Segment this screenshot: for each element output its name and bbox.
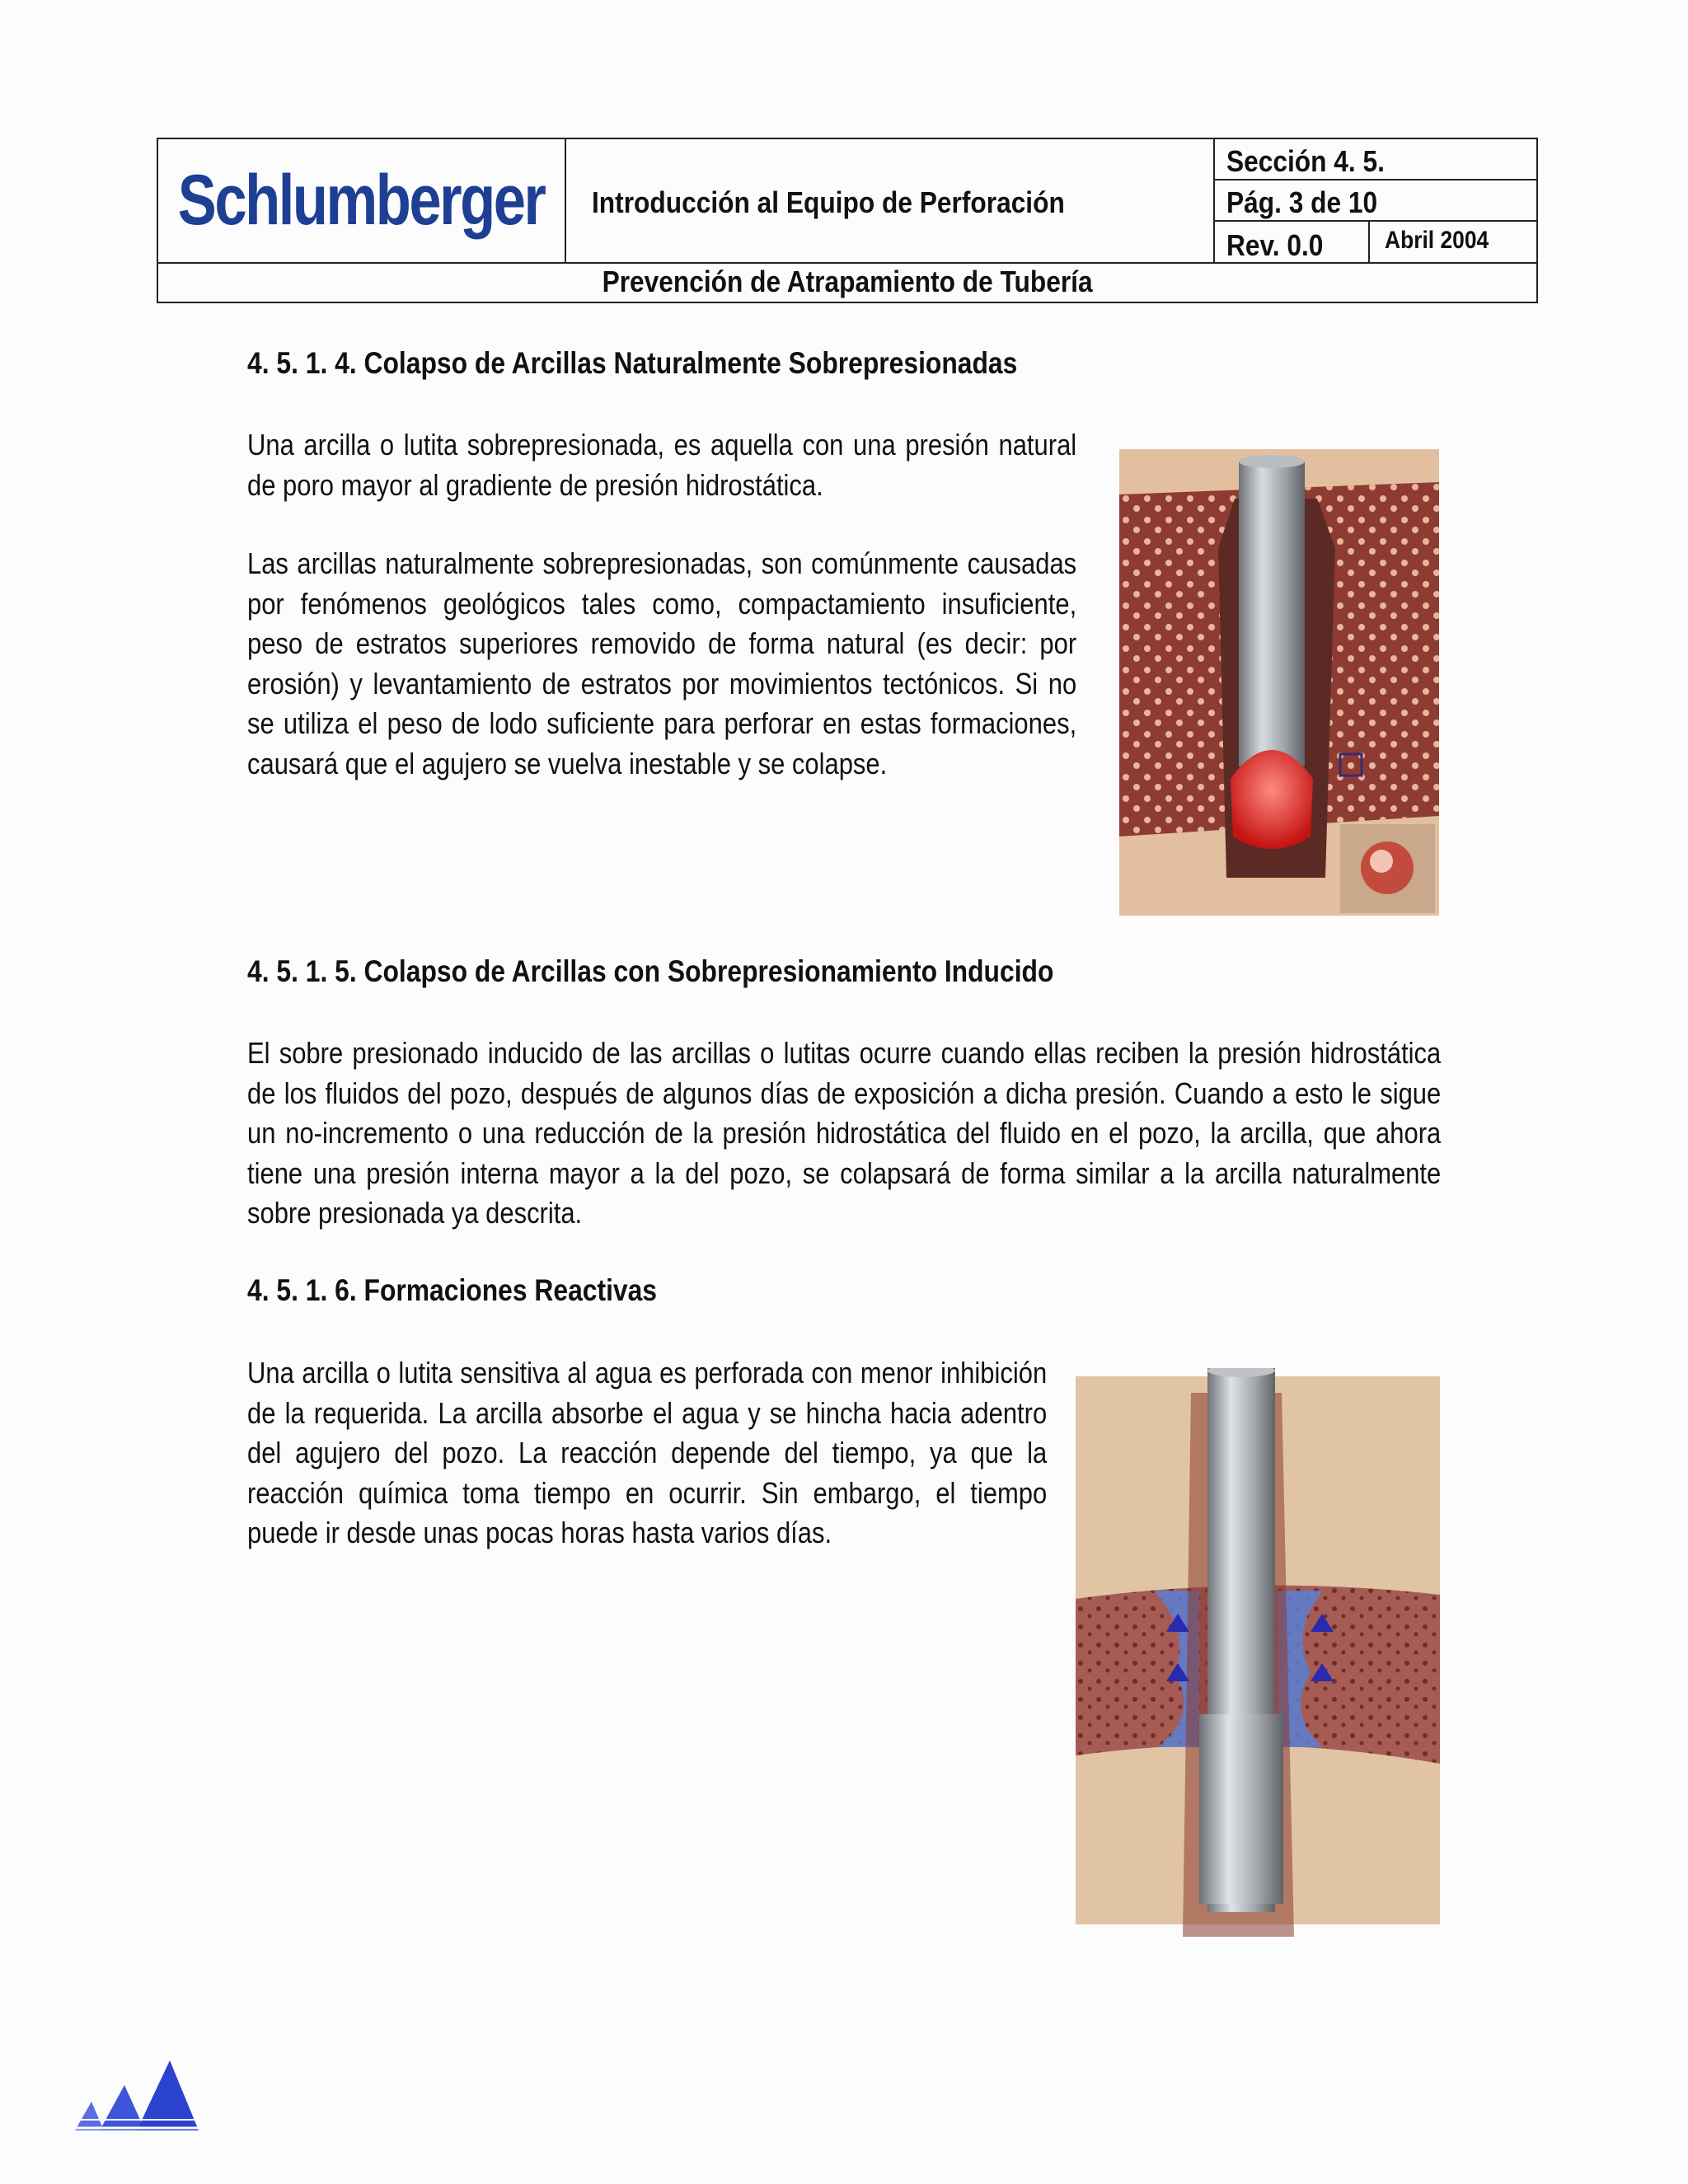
paragraph: Las arcillas naturalmente sobrepresionadas, son comúnmente causadas por fenómenos geológicos tales como, compactamiento insuficiente, peso de estratos superiores removido de forma natural (es decir: por erosión) y levantamiento de estratos por movimientos tectónicos. Si no se utiliza el peso de lodo suficiente para perforar en estas formaciones, causará que el agujero se vuelva inestable y se colapse. xyxy=(247,546,1077,780)
section-heading: 4. 5. 1. 5. Colapso de Arcillas con Sobrepresionamiento Inducido xyxy=(247,954,1054,988)
revision-row xyxy=(1215,222,1538,262)
page-number: Pág. 3 de 10 xyxy=(1226,185,1378,219)
section-heading: 4. 5. 1. 6. Formaciones Reactivas xyxy=(247,1273,658,1307)
page-row xyxy=(1215,180,1538,222)
section-row xyxy=(1215,139,1538,180)
info-cell xyxy=(1215,139,1538,262)
paragraph: Una arcilla o lutita sobrepresionada, es aquella con una presión natural de poro mayor al gradiente de presión hidrostática. xyxy=(247,428,1077,502)
company-logo: Schlumberger xyxy=(178,161,545,240)
paragraph: El sobre presionado inducido de las arcillas o lutitas ocurre cuando ellas reciben la presión hidrostática de los fluidos del pozo, después de algunos días de exposición a dicha presión. Cuando a esto le sigue un no-incremento o una reducción de la presión hidrostática del fluido en el pozo, la arcilla, que ahora tiene una presión interna mayor a la del pozo, se colapsará de forma similar a la arcilla naturalmente sobre presionada ya descrita. xyxy=(247,1036,1442,1230)
section-heading: 4. 5. 1. 4. Colapso de Arcillas Naturalmente Sobrepresionadas xyxy=(247,346,1018,380)
date-cell xyxy=(1368,222,1540,262)
reactive-formation-illustration xyxy=(1076,1368,1440,1937)
header-subtitle-row xyxy=(158,262,1536,302)
document-subtitle: Prevención de Atrapamiento de Tubería xyxy=(602,265,1093,298)
revision-date: Abril 2004 xyxy=(1385,227,1489,254)
section-number: Sección 4. 5. xyxy=(1226,144,1385,178)
document-title: Introducción al Equipo de Perforación xyxy=(592,185,1065,219)
paragraph: Una arcilla o lutita sensitiva al agua es perforada con menor inhibición de la requerida. La arcilla absorbe el agua y se hincha hacia adentro del agujero del pozo. La reacción depende del tiempo, ya que la reacción química toma tiempo en ocurrir. Sin embargo, el tiempo puede ir desde unas pocas horas hasta varios días. xyxy=(247,1356,1048,1549)
corner-logo-icon xyxy=(71,2052,203,2135)
document-header xyxy=(157,138,1538,303)
revision-number: Rev. 0.0 xyxy=(1226,228,1324,262)
logo-cell xyxy=(158,139,566,262)
overpressured-shale-illustration xyxy=(1119,449,1439,916)
title-cell xyxy=(565,139,1215,262)
header-top-row xyxy=(158,139,1536,264)
